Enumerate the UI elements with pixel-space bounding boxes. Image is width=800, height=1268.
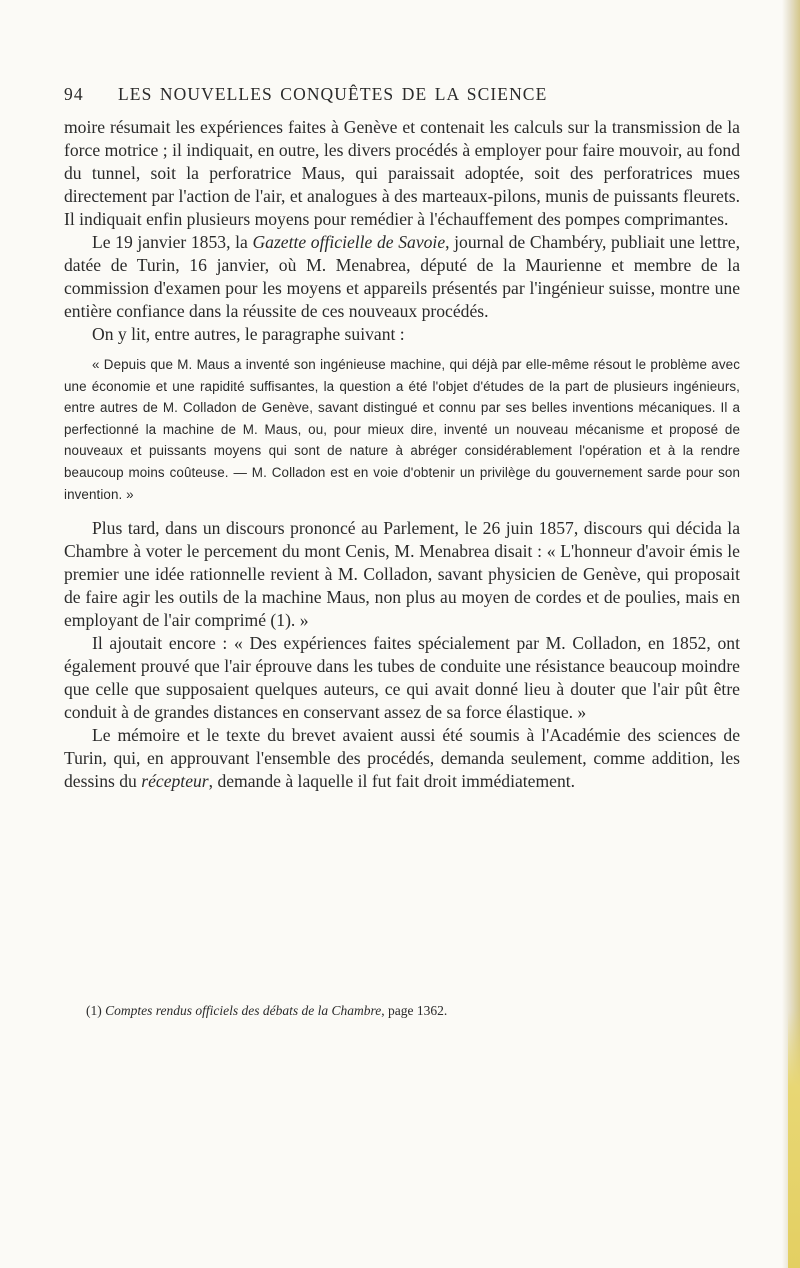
footnote-marker: (1) bbox=[86, 1003, 106, 1018]
footnote-page-ref: , page 1362. bbox=[381, 1003, 448, 1018]
page-number: 94 bbox=[64, 84, 84, 104]
paragraph-5: Il ajoutait encore : « Des expériences faites spécialement par M. Colladon, en 1852, ont également prouvé que l'air éprouve dans les tubes de conduite une résistance beaucoup moindre que celle que supposaient quelques auteurs, ce qui avait donné lieu à douter que l'air pût être conduit à de grandes distances en conservant assez de sa force élastique. » bbox=[64, 633, 740, 723]
footnote bbox=[86, 1002, 746, 1020]
paragraph-1: moire résumait les expériences faites à Genève et contenait les calculs sur la transmission de la force motrice ; il indiquait, en outre, les divers procédés à employer pour faire mouvoir, au fond du tunnel, soit la perforatrice Maus, qui paraissait adoptée, soit des perforatrices mues directement par l'action de l'air, et analogues à des marteaux-pilons, munis de puissants fleurets. Il indiquait enfin plusieurs moyens pour remédier à l'échauffement des pompes comprimantes. bbox=[64, 117, 740, 229]
footnote-source-title: Comptes rendus officiels des débats de la Chambre bbox=[105, 1003, 382, 1018]
recepteur-term: récepteur bbox=[141, 771, 209, 792]
paragraph-6-text-a: Le mémoire et le texte du brevet avaient aussi été soumis à l'Académie des sciences de Turin, qui, en approuvant l'ensemble des procédés, demanda seulement, comme addition, les dessins du bbox=[64, 725, 740, 792]
body-text bbox=[64, 116, 740, 793]
paragraph-6 bbox=[64, 724, 740, 793]
journal-title: Gazette officielle de Savoie bbox=[252, 232, 446, 252]
paragraph-4: Plus tard, dans un discours prononcé au Parlement, le 26 juin 1857, discours qui décida la Chambre à voter le percement du mont Cenis, M. Menabrea disait : « L'honneur d'avoir émis le premier une idée rationnelle revient à M. Colladon, savant physicien de Genève, qui proposait de faire agir les outils de la machine Maus, non plus au moyen de cordes et de poulies, mais en employant de l'air comprimé (1). » bbox=[64, 518, 740, 631]
paragraph-2-text-b: , journal de Chambéry, publiait une lettre, datée de Turin, 16 janvier, où M. Menabrea, député de la Maurienne et membre de la commission d'examen pour les moyens et appareils présentés par l'ingénieur suisse, montre une entière confiance dans la réussite de ces nouveaux procédés. bbox=[64, 232, 740, 321]
paragraph-2-text-a: Le 19 janvier 1853, la bbox=[92, 232, 253, 252]
quoted-paragraph: « Depuis que M. Maus a inventé son ingénieuse machine, qui déjà par elle-même résout le problème avec une économie et une rapidité suffisantes, la question a été l'objet d'études de la part de plusieurs ingénieurs, entre autres de M. Colladon de Genève, savant distingué et connu par ses belles inventions mécaniques. Il a perfectionné la machine de M. Maus, ou, pour mieux dire, inventé un nouveau mécanisme et proposé de nouveaux et puissants moyens qui sont de nature à abréger considérablement l'opération et à la rendre beaucoup moins coûteuse. — M. Colladon est en voie d'obtenir un privilège du gouvernement sarde pour son invention. » bbox=[64, 357, 740, 502]
paragraph-3: On y lit, entre autres, le paragraphe suivant : bbox=[92, 324, 405, 344]
running-title: LES NOUVELLES CONQUÊTES DE LA SCIENCE bbox=[118, 84, 548, 104]
page-edge-stain bbox=[788, 1010, 800, 1268]
paragraph-6-text-b: , demande à laquelle il fut fait droit immédiatement. bbox=[208, 771, 576, 792]
running-header bbox=[64, 84, 738, 108]
paragraph-2 bbox=[64, 231, 740, 323]
